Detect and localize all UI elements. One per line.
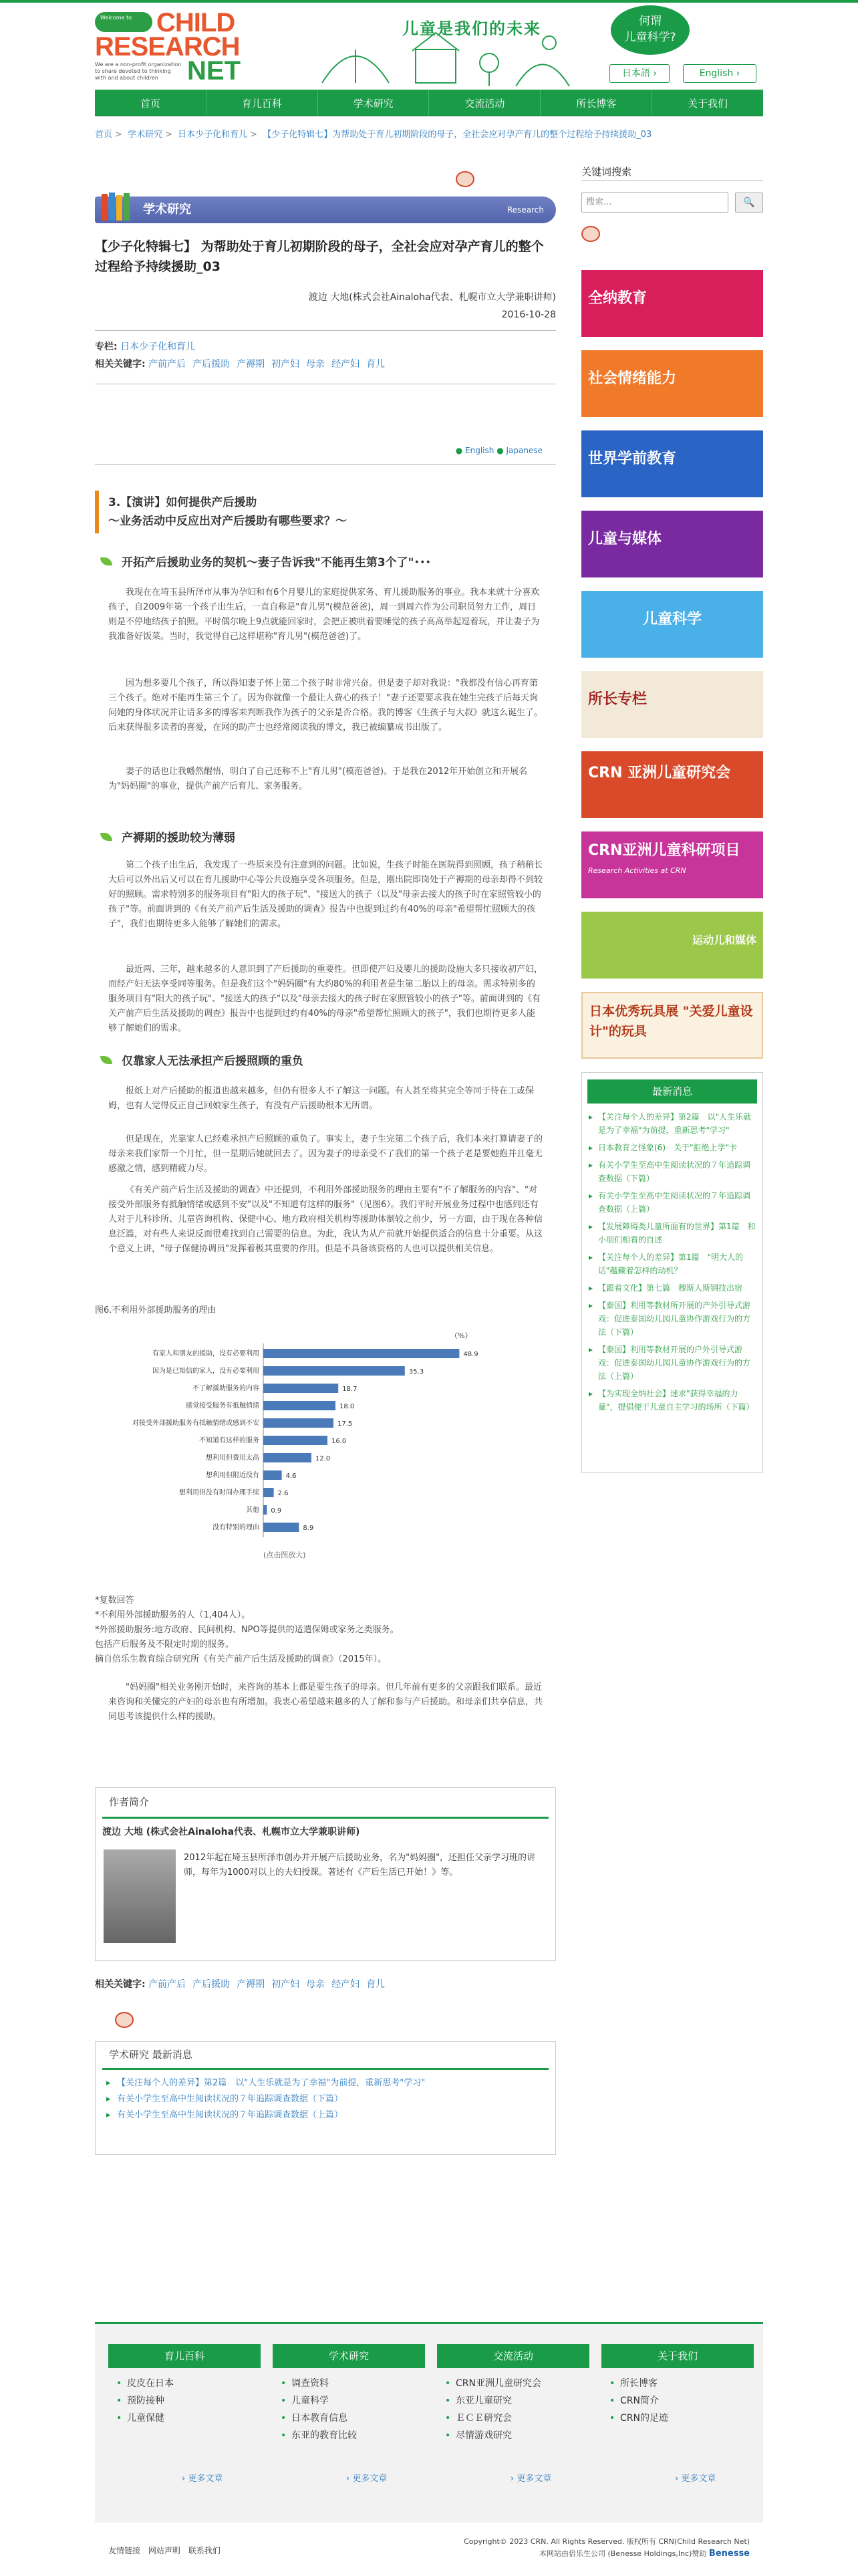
sidebar <box>581 163 763 1412</box>
keyword-link[interactable]: 产后援助 <box>192 359 231 370</box>
chart-value-label: 18.7 <box>342 1386 358 1393</box>
chart-category-label: 想利用但附近没有 <box>206 1472 259 1479</box>
chart-category-label: 因为是已知信的家人，没有必要利用 <box>152 1368 259 1375</box>
author-photo <box>104 1849 176 1943</box>
nav-about[interactable]: 关于我们 <box>688 98 728 110</box>
news-item[interactable] <box>587 1158 757 1185</box>
divider <box>95 464 556 465</box>
books-icon <box>100 190 132 223</box>
leaf-icon <box>100 833 112 841</box>
section-banner <box>95 197 556 223</box>
footer-link[interactable]: • 儿童保健 <box>108 2410 261 2427</box>
chart-bar <box>263 1366 405 1376</box>
news-item[interactable] <box>587 1299 757 1339</box>
copyright-block <box>464 2536 750 2560</box>
news-link[interactable]: 【发展障碍类儿童所面有的世界】第1篇 和小朋们相看的自述 <box>598 1222 756 1245</box>
article-title: 【少子化特辑七】 为帮助处于育儿初期阶段的母子，全社会应对孕产育儿的整个过程给予持续援助_03 <box>95 239 544 274</box>
banner-inclusive-education[interactable]: 全纳教育 <box>581 270 763 337</box>
footer-link[interactable]: • 调查资料 <box>273 2375 425 2392</box>
leaf-icon <box>100 557 112 565</box>
news-link[interactable]: 有关小学生至高中生阅读状况的７年追踪调查数据（上篇） <box>598 1191 751 1214</box>
sponsor-line <box>464 2548 750 2560</box>
chart-value-label: 18.0 <box>339 1403 355 1410</box>
site-logo[interactable] <box>95 8 255 86</box>
more-label: 更多文章 <box>517 2474 552 2484</box>
chart-category-label: 没有特别的理由 <box>212 1524 259 1531</box>
paragraph: "妈妈圈"相关业务刚开始时，来咨询的基本上都是要生孩子的母亲。但几年前有更多的父亲跟我们联系。最近来咨询和关懂完的产妇的母亲也有所增加。我衷心希望越来越多的人了解和参与产后援助。和母亲们共享信息，共同思考该提供什么样的援助。 <box>108 1682 543 1722</box>
site-header <box>95 3 763 90</box>
reasons-bar-chart[interactable] <box>95 1326 556 1580</box>
chart-enlarge-note: (点击图放大) <box>263 1551 306 1559</box>
keyword-link[interactable]: 经产妇 <box>331 359 360 370</box>
chart-value-label: 4.6 <box>285 1472 297 1480</box>
footer-col-events <box>437 2344 589 2444</box>
what-is-child-science-bubble[interactable]: 何谓 儿童科学? <box>611 5 690 55</box>
logo-net: NET <box>187 56 241 86</box>
latest-link[interactable]: 【关注每个人的差异】第2篇 以"人生乐就是为了幸福"为前提，重新思考"学习" <box>117 2078 426 2088</box>
news-item[interactable] <box>587 1251 757 1277</box>
keyword-link[interactable]: 育儿 <box>366 359 386 370</box>
crumb-home[interactable]: 首页 <box>95 130 113 140</box>
section-title-en: Research <box>507 205 544 215</box>
profile-name: 渡边 大地 (株式会社Ainaloha代表、札幌市立大学兼职讲师) <box>102 1827 360 1837</box>
chart-category-label: 对接受外部援助服务有抵触情绪或感到不安 <box>132 1420 259 1427</box>
keyword-link[interactable]: 产前产后 <box>148 359 186 370</box>
banner-good-toys[interactable]: 日本优秀玩具展 "关爱儿童设计"的玩具 <box>581 992 763 1059</box>
article-keywords <box>95 356 392 373</box>
chart-category-label: 不知道有这样的服务 <box>199 1437 259 1444</box>
news-item[interactable] <box>587 1343 757 1383</box>
subheading-text: 产褥期的援助较为薄弱 <box>122 831 235 845</box>
subheading-1 <box>95 553 431 572</box>
footer-more-link[interactable]: › 更多文章 <box>675 2474 716 2484</box>
latest-item[interactable] <box>102 2075 555 2091</box>
keyword-link[interactable]: 初产妇 <box>271 359 300 370</box>
article-date: 2016-10-28 <box>501 309 556 320</box>
news-link[interactable]: 【泰国】利用等教材所开展的产外引导式游戏：促进泰国幼儿园儿童协作游戏行为的方法（下篇） <box>598 1301 751 1337</box>
profile-heading: 作者简介 <box>102 1788 549 1819</box>
chart-value-label: 16.0 <box>331 1438 347 1445</box>
weibo-share-icon[interactable] <box>456 171 474 187</box>
divider <box>95 330 556 331</box>
lang-ja-button[interactable]: 日本語 › <box>609 64 670 83</box>
keyword-link[interactable]: 经产妇 <box>331 1979 360 1990</box>
header-slogan: 儿童是我们的未来 <box>402 19 541 38</box>
paragraph: 但是现在，光靠家人已经难承担产后照顾的重负了。事实上，妻子生完第二个孩子后，我们本来打算请妻子的母亲来我们家帮一个月忙，但一星期后她就回去了。因为妻子的母亲受不了我们的第一个孩子老是要她抱并且毫无感激之情，感到精疲力尽。 <box>108 1134 543 1174</box>
main-nav <box>95 90 763 116</box>
weibo-icon[interactable] <box>581 226 600 242</box>
article-byline <box>309 289 556 324</box>
chart-category-label: 想利用但费用太高 <box>206 1454 259 1462</box>
bottom-keywords <box>95 1976 392 1993</box>
chart-value-label: 35.3 <box>408 1368 424 1376</box>
news-link[interactable]: 【泰国】利用等教材开展的户外引导式游戏：促进泰国幼儿园儿童协作游戏行为的方法（上篇） <box>598 1345 751 1381</box>
subheading-3 <box>95 1052 303 1071</box>
footer-link[interactable]: • 尽情游戏研究 <box>437 2427 589 2444</box>
keywords-label: 相关关键字: <box>95 1979 146 1990</box>
latest-item[interactable] <box>102 2107 555 2123</box>
footer-link[interactable]: • 日本教育信息 <box>273 2410 425 2427</box>
benesse-logo: Benesse <box>708 2549 750 2559</box>
footer-link[interactable]: • ＥＣＥ研究会 <box>437 2410 589 2427</box>
language-switch: ● English ● Japanese <box>455 446 543 455</box>
chart-category-label: 感觉接受服务有抵触情绪 <box>186 1402 259 1410</box>
chart-bar <box>263 1453 311 1462</box>
footer-link[interactable]: • 东亚的教育比较 <box>273 2427 425 2444</box>
search-input[interactable]: 搜索... <box>581 192 728 213</box>
nav-research[interactable]: 学术研究 <box>318 90 430 116</box>
chart-bar <box>263 1505 267 1515</box>
note: *不利用外部援助服务的人（1,404人）。 <box>95 1610 251 1620</box>
site-footer <box>95 2322 763 2523</box>
news-link[interactable]: 【跟着文化】第七篇 穆斯人斯钢技出宿 <box>598 1283 743 1293</box>
keyword-link[interactable]: 产前产后 <box>148 1979 186 1990</box>
footer-col-parenting <box>108 2344 261 2427</box>
news-heading: 最新消息 <box>587 1079 757 1104</box>
news-link[interactable]: 【为实现全纳社会】迷求"获得幸福的力量"，提倡便于儿童自主学习的场所（下篇） <box>598 1389 754 1412</box>
profile-bio: 2012年起在埼玉县所泽市创办并开展产后援助业务，名为"妈妈圈"，还担任父亲学习班的讲师，每年为1000对以上的夫妇授课。著述有《产后生活已开始！》等。 <box>184 1853 536 1878</box>
banner-play-media[interactable]: 运动儿和媒体 <box>581 912 763 979</box>
note: *复数回答 <box>95 1595 134 1605</box>
sponsor-text: 本网站由倍乐生公司 (Benesse Holdings,Inc)赞助 <box>539 2549 707 2558</box>
news-link[interactable]: 【关注每个人的差异】第2篇 以"人生乐就是为了幸福"为前提，重新思考"学习" <box>598 1112 752 1135</box>
paragraph: 我现在在埼玉县所泽市从事为孕妇和有6个月婴儿的家庭提供家务、育儿援助服务的事业。我本来就十分喜欢孩子，自2009年第一个孩子出生后，一直自称是"育儿男"(模范爸爸)，周一到周六作为公司职员努力工作，周日则是不停地结孩子拍照。平时偶尔晚上9点就能回家时，会把正被哄着要睡觉的孩子高高举起逗着玩，并让妻子为我准备好饭菜。当时，我觉得自己这样堪称"育儿男"(模范爸爸)了。 <box>108 588 540 642</box>
subheading-2 <box>95 829 235 848</box>
leaf-icon <box>100 1056 112 1064</box>
weibo-share-icon[interactable] <box>115 2012 134 2028</box>
note: *外部援助服务:地方政府、民间机构、NPO等提供的适遣保姆或家务之类服务。 <box>95 1625 399 1635</box>
logo-welcome: Welcome to <box>95 12 152 32</box>
topic-label: 专栏: <box>95 342 118 352</box>
keywords-label: 相关关键字: <box>95 359 146 370</box>
latest-link[interactable]: 有关小学生至高中生阅读状况的７年追踪调查数据（上篇） <box>117 2110 343 2120</box>
keyword-link[interactable]: 育儿 <box>366 1979 386 1990</box>
crumb-research[interactable]: 学术研究 <box>128 130 163 140</box>
lang-english-link[interactable]: English <box>465 446 494 455</box>
news-item[interactable] <box>587 1141 757 1154</box>
chart-category-label: 想利用但没有时间办理手续 <box>179 1489 259 1497</box>
latest-research-box <box>95 2041 556 2155</box>
footer-link[interactable]: • CRN简介 <box>601 2392 754 2410</box>
banner-children-media[interactable]: 儿童与媒体 <box>581 511 763 577</box>
figure-caption: 图6.不利用外部援助服务的理由 <box>95 1305 217 1315</box>
keyword-link[interactable]: 母亲 <box>306 359 325 370</box>
footer-col-research <box>273 2344 425 2444</box>
chart-category-label: 有家人和朋友的援助，没有必要利用 <box>152 1350 259 1358</box>
chart-value-label: 17.5 <box>337 1420 353 1428</box>
news-link[interactable]: 有关小学生至高中生阅读状况的７年追踪调查数据（下篇） <box>598 1160 751 1183</box>
banner-crn-projects-sub: Research Activities at CRN <box>588 866 686 875</box>
chart-bar <box>263 1349 459 1358</box>
paragraph: 最近两、三年，越来越多的人意识到了产后援助的重要性。但即使产妇及婴儿的援助设施大多只接收初产妇，而经产妇无法享受同等服务。但是我们这个"妈妈圈"有大约80%的利用者是生第二胎以上的母亲。需求特别多的服务项目有"阳大的孩子玩"、"接送大的孩子"以及"母亲去接大的孩子时在家照管较小的孩子"等。前面讲到的《有关产前产后生活及援助的调查》报告中也提到过约有40%的母亲"希望帮忙照顾大的孩子"，我们也期待更多人能够了解她们的需求。 <box>108 964 543 1033</box>
chart-unit-label: （%） <box>450 1331 472 1340</box>
news-box <box>581 1072 763 1473</box>
latest-heading: 学术研究 最新消息 <box>102 2042 549 2070</box>
footer-link[interactable]: • 东亚儿童研究 <box>437 2392 589 2410</box>
chart-bar <box>263 1401 335 1410</box>
news-item[interactable] <box>587 1189 757 1216</box>
news-link[interactable]: 【关注每个人的差异】第1篇 "明大人的话"蕴藏着怎样的动机？ <box>598 1253 744 1275</box>
chart-bar <box>263 1436 327 1445</box>
footer-col-about <box>601 2344 754 2427</box>
article-author: 渡边 大地(株式会社Ainaloha代表、札幌市立大学兼职讲师) <box>308 292 556 303</box>
footer-link[interactable]: • 皮皮在日本 <box>108 2375 261 2392</box>
banner-child-science[interactable]: 儿童科学 <box>581 591 763 658</box>
footer-more-link[interactable]: › 更多文章 <box>182 2474 223 2484</box>
paragraph: 《有关产前产后生活及援助的调查》中还提到，不利用外部援助服务的理由主要有"不了解服务的内容"、"对接受外部服务有抵触情绪或感到不安"以及"不知道有这样的服务"（见图6）。我们平时开展业务过程中也感到还有人对于儿科诊所、儿童咨询机构、保健中心、地方政府相关机构等援助体制较之前少，另一方面，由于现在各种信息泛滥，对有些人来说反而很难找到自己需要的信息。为此，我认为从产前就开始提供适合的信息十分重要。从这个意义上讲，"母子保健协调员"发挥着极其重要的作用。但是不具备该资格的人也可以提供相关信息。 <box>108 1185 543 1254</box>
footer-more-link[interactable]: › 更多文章 <box>511 2474 552 2484</box>
more-label: 更多文章 <box>188 2474 223 2484</box>
keyword-link[interactable]: 产褥期 <box>237 359 265 370</box>
paragraph: 报纸上对产后援助的报道也越来越多，但仍有很多人不了解这一问题。有人甚至将其完全等同于待在工或保姆，也有人觉得反正自己回娘家生孩子，有没有产后援助根本无所谓。 <box>108 1086 535 1111</box>
chart-category-label: 其他 <box>246 1507 259 1514</box>
chart-bar <box>263 1418 333 1428</box>
note: 包括产后服务及不限定时期的服务。 <box>95 1640 235 1650</box>
keyword-link[interactable]: 母亲 <box>306 1979 325 1990</box>
banner-social-emotional[interactable]: 社会情绪能力 <box>581 350 763 417</box>
paragraph: 妻子的话也让我幡然醒悟，明白了自己还称不上"育儿男"(模范爸爸)。于是我在2012年开始创立和开展名为"妈妈圈"的事业，提供产前产后育儿、家务服务。 <box>108 767 528 791</box>
footer-link[interactable]: • CRN的足迹 <box>601 2410 754 2427</box>
footer-col-title[interactable]: 交流活动 <box>437 2344 589 2368</box>
keyword-link[interactable]: 初产妇 <box>271 1979 300 1990</box>
footer-bottom <box>95 2536 763 2576</box>
nav-home[interactable]: 首页 <box>95 90 206 116</box>
crumb-topic[interactable]: 日本少子化和育儿 <box>178 130 248 140</box>
footer-link[interactable]: • 儿童科学 <box>273 2392 425 2410</box>
footer-col-title[interactable]: 育儿百科 <box>108 2344 261 2368</box>
paragraph: 第二个孩子出生后，我发现了一些原来没有注意到的问题。比如说，生孩子时能在医院得到照顾，孩子稍稍长大后可以外出后又可以在育儿援助中心等公共设施享受各项服务。但是，刚出院即岗处于产褥期的母亲却得不到较好的照顾。需求特别多的服务项目有"阳大的孩子玩"、"接送大的孩子（以及"母亲去接大的孩子时在家照管较小的孩子"等。前面讲到的《有关产前产后生活及援助的调查》报告中也提到过约有40%的母亲"希望帮忙照顾大的孩子"，我们也期待更多人能够了解她们的需求。 <box>108 860 543 929</box>
footer-col-title[interactable]: 学术研究 <box>273 2344 425 2368</box>
footer-more-link[interactable]: › 更多文章 <box>346 2474 388 2484</box>
footer-bottom-link[interactable]: 友情链接 <box>108 2546 141 2555</box>
subheading-text: 仅靠家人无法承担产后援照顾的重负 <box>122 1055 303 1068</box>
banner-crn-projects-title: CRN亚洲儿童科研项目 <box>588 842 740 859</box>
chart-value-label: 12.0 <box>315 1455 331 1462</box>
keyword-link[interactable]: 产褥期 <box>237 1979 265 1990</box>
topic-link[interactable]: 日本少子化和育儿 <box>120 342 196 352</box>
banner-crn-asia[interactable]: CRN 亚洲儿童研究会 <box>581 751 763 818</box>
logo-tagline: We are a non-profit organization to share devoted to thinking with and about children <box>95 61 182 81</box>
latest-link[interactable]: 有关小学生至高中生阅读状况的７年追踪调查数据（下篇） <box>117 2094 343 2104</box>
note: 摘自倍乐生教育综合研究所《有关产前产后生活及援助的调查》（2015年）。 <box>95 1654 387 1664</box>
more-label: 更多文章 <box>681 2474 716 2484</box>
footer-links <box>108 2544 221 2559</box>
chart-category-label: 不了解援助服务的内容 <box>192 1385 259 1392</box>
copyright: Copyright© 2023 CRN. All Rights Reserved. 版权所有 CRN(Child Research Net) <box>464 2537 750 2546</box>
nav-blog[interactable]: 所长博客 <box>541 90 652 116</box>
footer-bottom-link[interactable]: 网站声明 <box>148 2546 180 2555</box>
chart-value-label: 48.9 <box>463 1351 478 1358</box>
footer-link[interactable]: • 预防接种 <box>108 2392 261 2410</box>
section-title: 学术研究 <box>143 203 191 217</box>
chart-value-label: 0.9 <box>271 1507 282 1515</box>
chart-notes <box>95 1593 556 1667</box>
footer-link[interactable]: • 所长博客 <box>601 2375 754 2392</box>
logo-research: RESEARCH <box>95 32 240 61</box>
keyword-search-title: 关键词搜索 <box>581 163 763 181</box>
chart-value-label: 8.9 <box>303 1525 314 1532</box>
chart-bar <box>263 1470 282 1480</box>
chart-bar <box>263 1384 338 1393</box>
banner-world-preschool[interactable]: 世界学前教育 <box>581 430 763 497</box>
nav-events[interactable]: 交流活动 <box>429 90 541 116</box>
keyword-link[interactable]: 产后援助 <box>192 1979 231 1990</box>
paragraph: 因为想多要几个孩子，所以得知妻子怀上第二个孩子时非常兴奋。但是妻子却对我说："我都没有信心再育第三个孩子。绝对不能再生第三个了。因为你就像一个最让人费心的孩子！"妻子还要要求我在她生完孩子后每天询问她的身体状况并让请多多的博客来判断我作为孩子的父亲是否合格。我的博客《生孩子与大叔》就这么诞生了。后来获得很多读者的喜爱，在网的助产士也经常阅读我的博文，我已被编纂成书出版了。 <box>108 678 543 733</box>
news-link[interactable]: 日本教育之怪象(6) 关于"拒绝上学"卡 <box>598 1143 738 1152</box>
latest-item[interactable] <box>102 2091 555 2107</box>
breadcrumb: 首页 > 学术研究 > 日本少子化和育儿 > 【少子化特辑七】为帮助处于育儿初期阶段的母子，全社会应对孕产育儿的整个过程给予持续援助_03 <box>95 130 652 140</box>
article-topic <box>95 338 202 356</box>
footer-link[interactable]: • CRN亚洲儿童研究会 <box>437 2375 589 2392</box>
news-item[interactable] <box>587 1281 757 1295</box>
more-label: 更多文章 <box>352 2474 388 2484</box>
subheading-text: 开拓产后援助业务的契机～妻子告诉我"不能再生第3个了"･･･ <box>122 556 432 569</box>
chart-bar <box>263 1523 299 1532</box>
footer-col-title[interactable]: 关于我们 <box>601 2344 754 2368</box>
nav-parenting[interactable]: 育儿百科 <box>206 90 318 116</box>
news-item[interactable] <box>587 1387 757 1414</box>
author-profile <box>95 1787 556 1961</box>
news-item[interactable] <box>587 1220 757 1247</box>
banner-crn-projects[interactable] <box>581 831 763 898</box>
article-section-heading: 3.【演讲】如何提供产后援助 ～业务活动中反应出对产后援助有哪些要求？～ <box>95 491 556 533</box>
chart-bar <box>263 1488 274 1497</box>
lang-japanese-link[interactable]: Japanese <box>506 446 543 455</box>
footer-bottom-link[interactable]: 联系我们 <box>188 2546 221 2555</box>
news-item[interactable] <box>587 1110 757 1137</box>
banner-director-column[interactable]: 所长专栏 <box>581 671 763 738</box>
crumb-current: 【少子化特辑七】为帮助处于育儿初期阶段的母子，全社会应对孕产育儿的整个过程给予持续援助_03 <box>263 130 652 140</box>
search-button[interactable]: 🔍 <box>735 192 763 213</box>
logo-child: CHILD <box>156 8 235 37</box>
lang-en-button[interactable]: English › <box>683 64 756 83</box>
chart-value-label: 2.6 <box>277 1490 289 1497</box>
